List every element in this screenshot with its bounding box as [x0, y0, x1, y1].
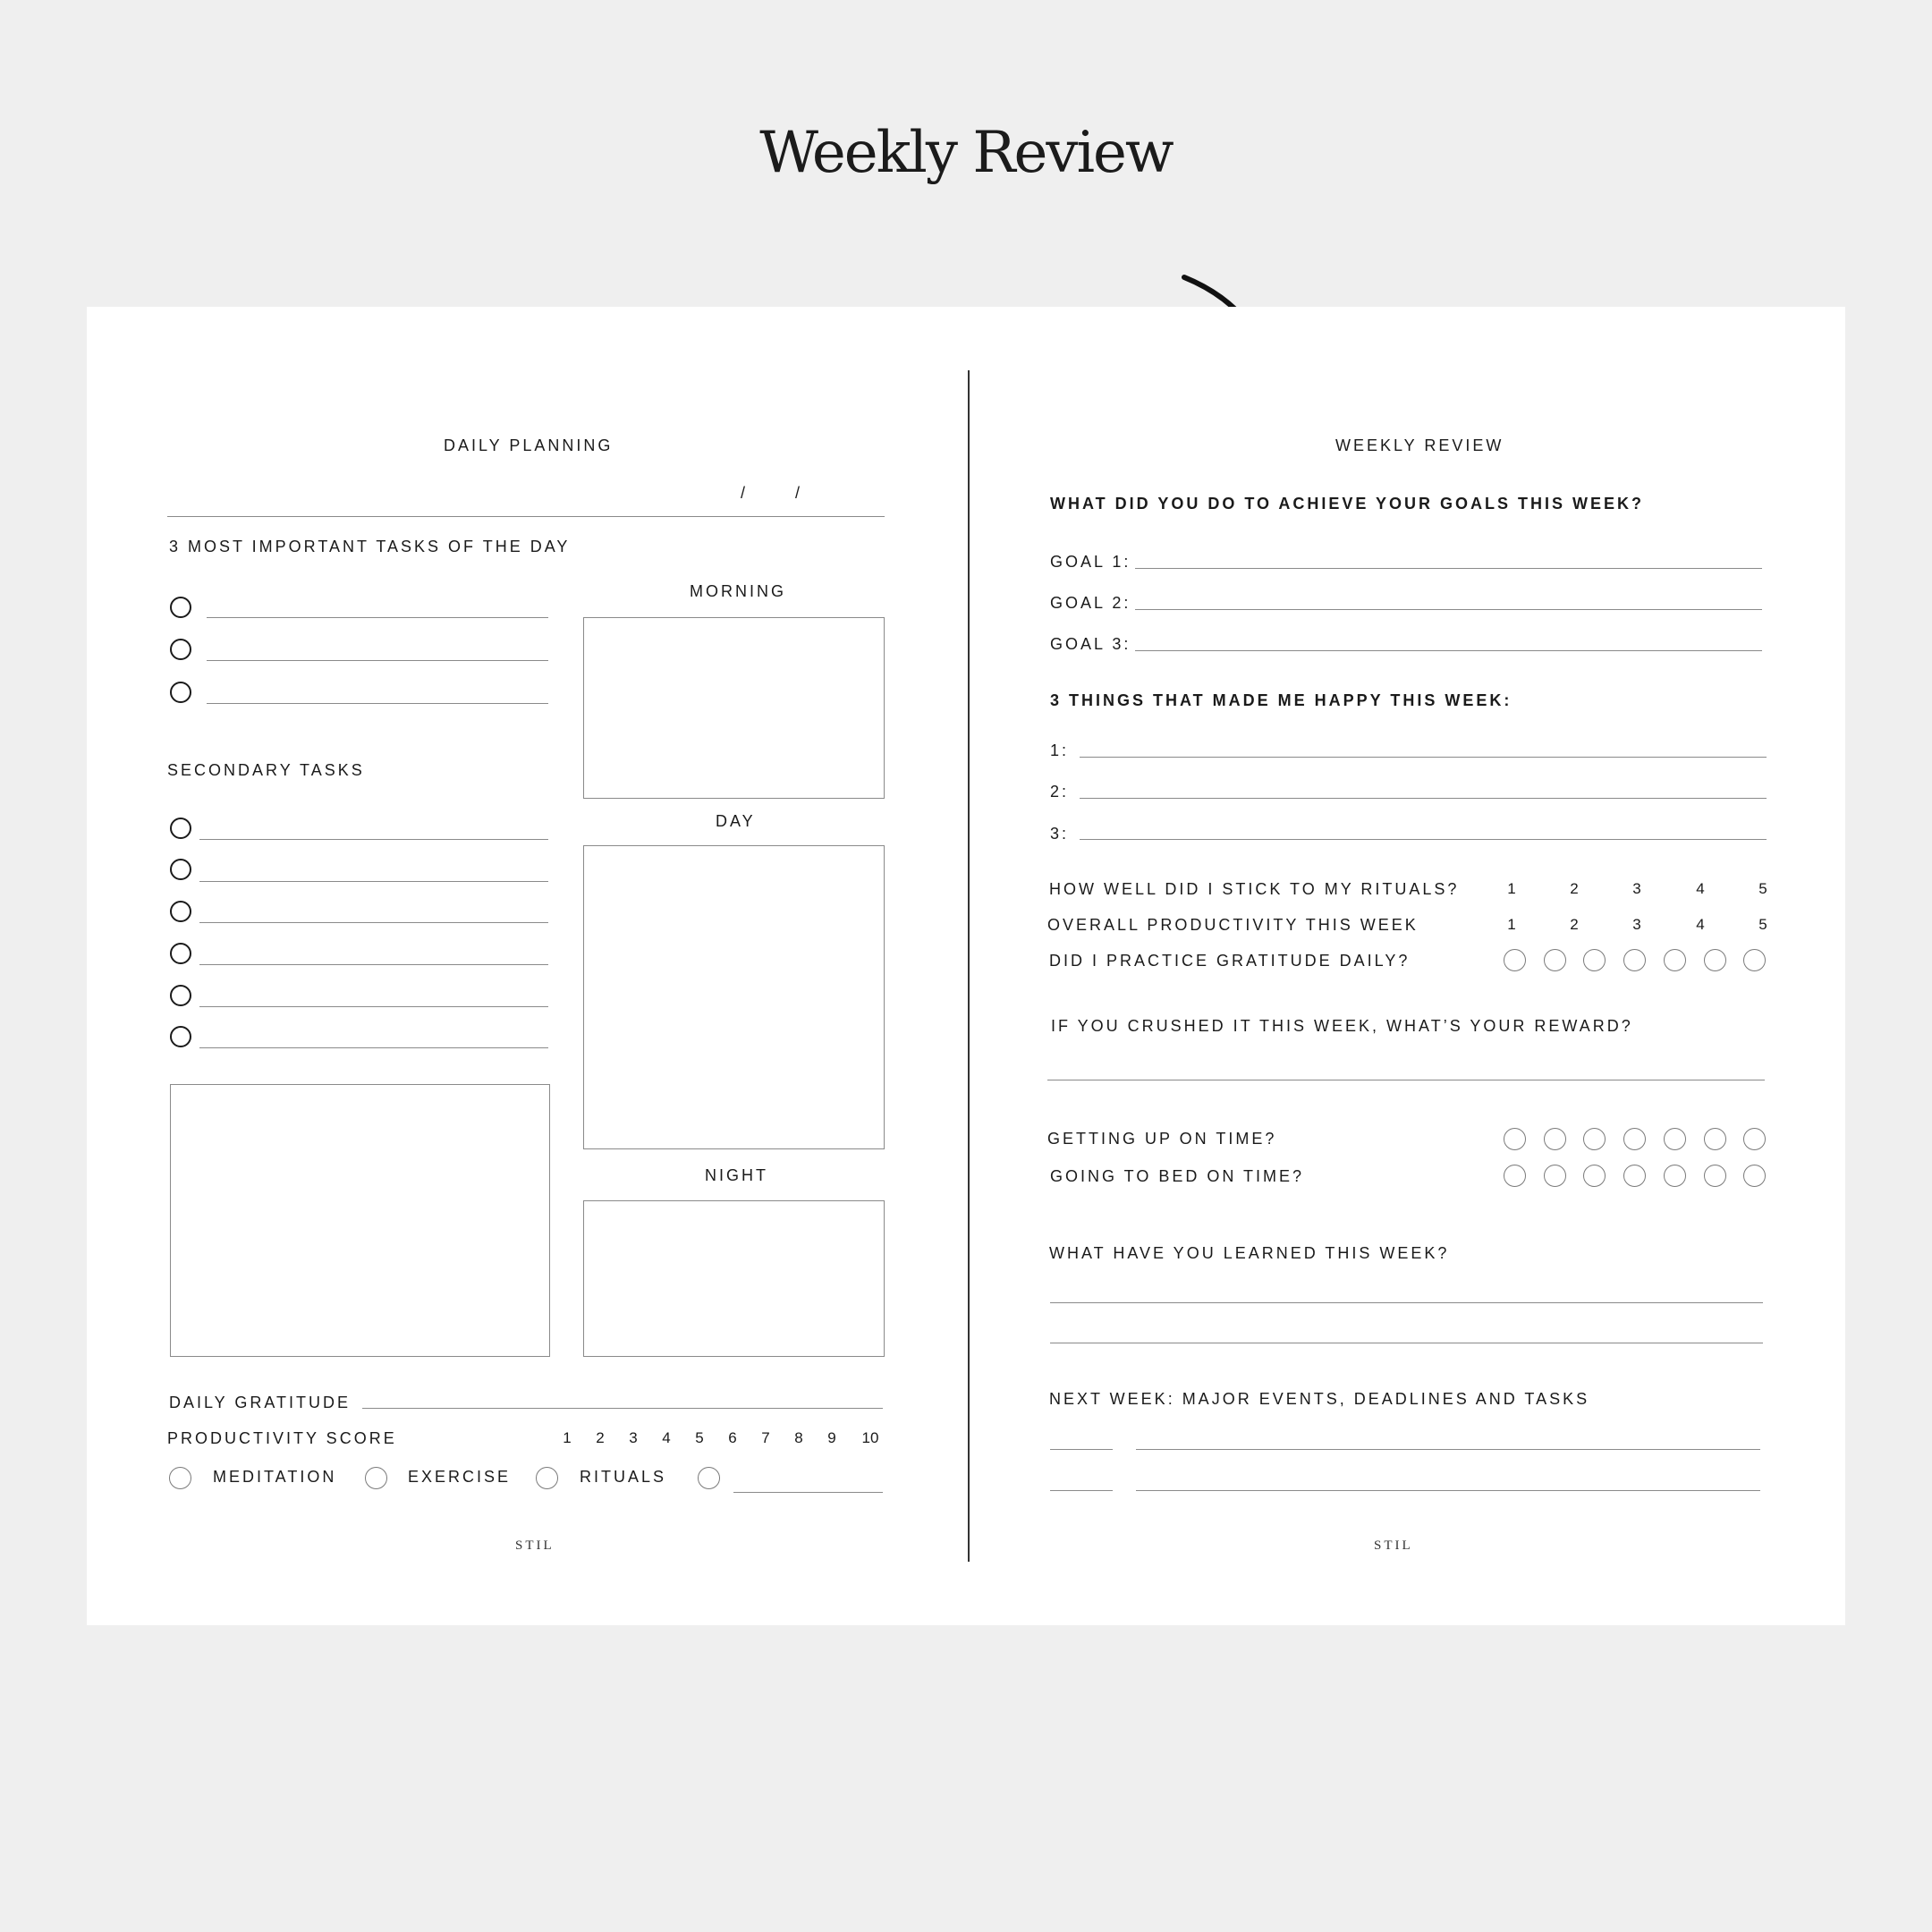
next-week-date-line[interactable] [1050, 1449, 1113, 1450]
exercise-checkbox[interactable] [365, 1467, 387, 1489]
happy-3-label: 3: [1050, 825, 1070, 843]
task-line[interactable] [207, 660, 548, 661]
score-5[interactable]: 5 [695, 1429, 704, 1446]
daily-gratitude-label: DAILY GRATITUDE [169, 1394, 352, 1411]
reward-question: IF YOU CRUSHED IT THIS WEEK, WHAT’S YOUR REWARD? [1051, 1017, 1633, 1035]
secondary-task-line[interactable] [199, 881, 548, 882]
goal-2-label: GOAL 2: [1050, 594, 1131, 612]
happy-1-line[interactable] [1080, 757, 1767, 758]
brand-right: STIL [1374, 1538, 1413, 1553]
score-7[interactable]: 7 [761, 1429, 770, 1446]
custom-habit-checkbox[interactable] [698, 1467, 720, 1489]
secondary-task-line[interactable] [199, 964, 548, 965]
date-line[interactable] [167, 516, 885, 517]
exercise-label: EXERCISE [408, 1468, 512, 1486]
next-week-task-line[interactable] [1136, 1449, 1760, 1450]
custom-habit-line[interactable] [733, 1492, 883, 1493]
goal-3-line[interactable] [1135, 650, 1762, 651]
happy-2-line[interactable] [1080, 798, 1767, 799]
next-week-question: NEXT WEEK: MAJOR EVENTS, DEADLINES AND TASKS [1049, 1390, 1590, 1408]
score-3[interactable]: 3 [629, 1429, 638, 1446]
going-bed-circle[interactable] [1704, 1165, 1726, 1187]
gratitude-day-circle[interactable] [1623, 949, 1646, 971]
going-bed-circle[interactable] [1623, 1165, 1646, 1187]
day-label: DAY [716, 812, 756, 830]
secondary-task-checkbox[interactable] [170, 943, 191, 964]
productivity-rating-5[interactable]: 5 [1758, 916, 1767, 933]
meditation-label: MEDITATION [213, 1468, 337, 1486]
happy-3-line[interactable] [1080, 839, 1767, 840]
going-bed-circle[interactable] [1504, 1165, 1526, 1187]
happy-1-label: 1: [1050, 741, 1070, 759]
page-title: Weekly Review [759, 120, 1173, 186]
score-4[interactable]: 4 [662, 1429, 671, 1446]
learned-line[interactable] [1050, 1302, 1763, 1303]
getting-up-circle[interactable] [1704, 1128, 1726, 1150]
rituals-rating-2[interactable]: 2 [1570, 880, 1579, 897]
score-8[interactable]: 8 [794, 1429, 803, 1446]
productivity-rating-3[interactable]: 3 [1632, 916, 1641, 933]
morning-label: MORNING [690, 582, 786, 600]
productivity-rating-1[interactable]: 1 [1507, 916, 1516, 933]
date-separator-1: / [741, 484, 749, 502]
task-checkbox[interactable] [170, 682, 191, 703]
goal-1-line[interactable] [1135, 568, 1762, 569]
next-week-date-line[interactable] [1050, 1490, 1113, 1491]
daily-planning-title: DAILY PLANNING [444, 436, 614, 454]
day-box[interactable] [583, 845, 885, 1149]
rituals-checkbox[interactable] [536, 1467, 558, 1489]
going-bed-circle[interactable] [1583, 1165, 1606, 1187]
morning-box[interactable] [583, 617, 885, 799]
night-label: NIGHT [705, 1166, 768, 1184]
brand-left: STIL [515, 1538, 555, 1553]
secondary-task-line[interactable] [199, 922, 548, 923]
getting-up-circle[interactable] [1504, 1128, 1526, 1150]
rituals-label: RITUALS [580, 1468, 667, 1486]
night-box[interactable] [583, 1200, 885, 1357]
page-divider [968, 370, 970, 1562]
secondary-task-checkbox[interactable] [170, 859, 191, 880]
goal-3-label: GOAL 3: [1050, 635, 1131, 653]
score-1[interactable]: 1 [563, 1429, 572, 1446]
going-bed-circle[interactable] [1544, 1165, 1566, 1187]
task-checkbox[interactable] [170, 597, 191, 618]
rituals-rating-1[interactable]: 1 [1507, 880, 1516, 897]
getting-up-circle[interactable] [1743, 1128, 1766, 1150]
rituals-rating-3[interactable]: 3 [1632, 880, 1641, 897]
productivity-question: OVERALL PRODUCTIVITY THIS WEEK [1047, 916, 1419, 934]
score-9[interactable]: 9 [827, 1429, 836, 1446]
gratitude-day-circle[interactable] [1504, 949, 1526, 971]
productivity-score-label: PRODUCTIVITY SCORE [167, 1429, 397, 1447]
getting-up-circle[interactable] [1583, 1128, 1606, 1150]
getting-up-label: GETTING UP ON TIME? [1047, 1130, 1277, 1148]
secondary-task-line[interactable] [199, 1006, 548, 1007]
rituals-rating-4[interactable]: 4 [1696, 880, 1705, 897]
gratitude-day-circle[interactable] [1704, 949, 1726, 971]
getting-up-circle[interactable] [1623, 1128, 1646, 1150]
secondary-task-checkbox[interactable] [170, 985, 191, 1006]
task-checkbox[interactable] [170, 639, 191, 660]
secondary-task-checkbox[interactable] [170, 901, 191, 922]
getting-up-circle[interactable] [1664, 1128, 1686, 1150]
top-tasks-label: 3 MOST IMPORTANT TASKS OF THE DAY [169, 538, 571, 555]
gratitude-day-circle[interactable] [1544, 949, 1566, 971]
secondary-task-checkbox[interactable] [170, 818, 191, 839]
gratitude-question: DID I PRACTICE GRATITUDE DAILY? [1049, 952, 1411, 970]
date-separator-2: / [795, 484, 803, 502]
happy-2-label: 2: [1050, 783, 1070, 801]
secondary-task-line[interactable] [199, 1047, 548, 1048]
goals-question: WHAT DID YOU DO TO ACHIEVE YOUR GOALS THIS WEEK? [1050, 495, 1645, 513]
secondary-task-checkbox[interactable] [170, 1026, 191, 1047]
meditation-checkbox[interactable] [169, 1467, 191, 1489]
score-2[interactable]: 2 [596, 1429, 605, 1446]
goal-1-label: GOAL 1: [1050, 553, 1131, 571]
going-bed-label: GOING TO BED ON TIME? [1050, 1167, 1305, 1185]
next-week-task-line[interactable] [1136, 1490, 1760, 1491]
secondary-tasks-label: SECONDARY TASKS [167, 761, 365, 779]
gratitude-day-circle[interactable] [1743, 949, 1766, 971]
goal-2-line[interactable] [1135, 609, 1762, 610]
gratitude-day-circle[interactable] [1664, 949, 1686, 971]
happy-question: 3 THINGS THAT MADE ME HAPPY THIS WEEK: [1050, 691, 1513, 709]
learned-question: WHAT HAVE YOU LEARNED THIS WEEK? [1049, 1244, 1450, 1262]
rituals-rating-5[interactable]: 5 [1758, 880, 1767, 897]
rituals-question: HOW WELL DID I STICK TO MY RITUALS? [1049, 880, 1460, 898]
score-10[interactable]: 10 [861, 1429, 879, 1446]
score-6[interactable]: 6 [728, 1429, 737, 1446]
going-bed-circle[interactable] [1664, 1165, 1686, 1187]
task-line[interactable] [207, 703, 548, 704]
going-bed-circle[interactable] [1743, 1165, 1766, 1187]
productivity-rating-4[interactable]: 4 [1696, 916, 1705, 933]
gratitude-line[interactable] [362, 1408, 883, 1409]
notes-box[interactable] [170, 1084, 550, 1357]
productivity-rating-2[interactable]: 2 [1570, 916, 1579, 933]
task-line[interactable] [207, 617, 548, 618]
secondary-task-line[interactable] [199, 839, 548, 840]
getting-up-circle[interactable] [1544, 1128, 1566, 1150]
gratitude-day-circle[interactable] [1583, 949, 1606, 971]
weekly-review-title: WEEKLY REVIEW [1335, 436, 1504, 454]
